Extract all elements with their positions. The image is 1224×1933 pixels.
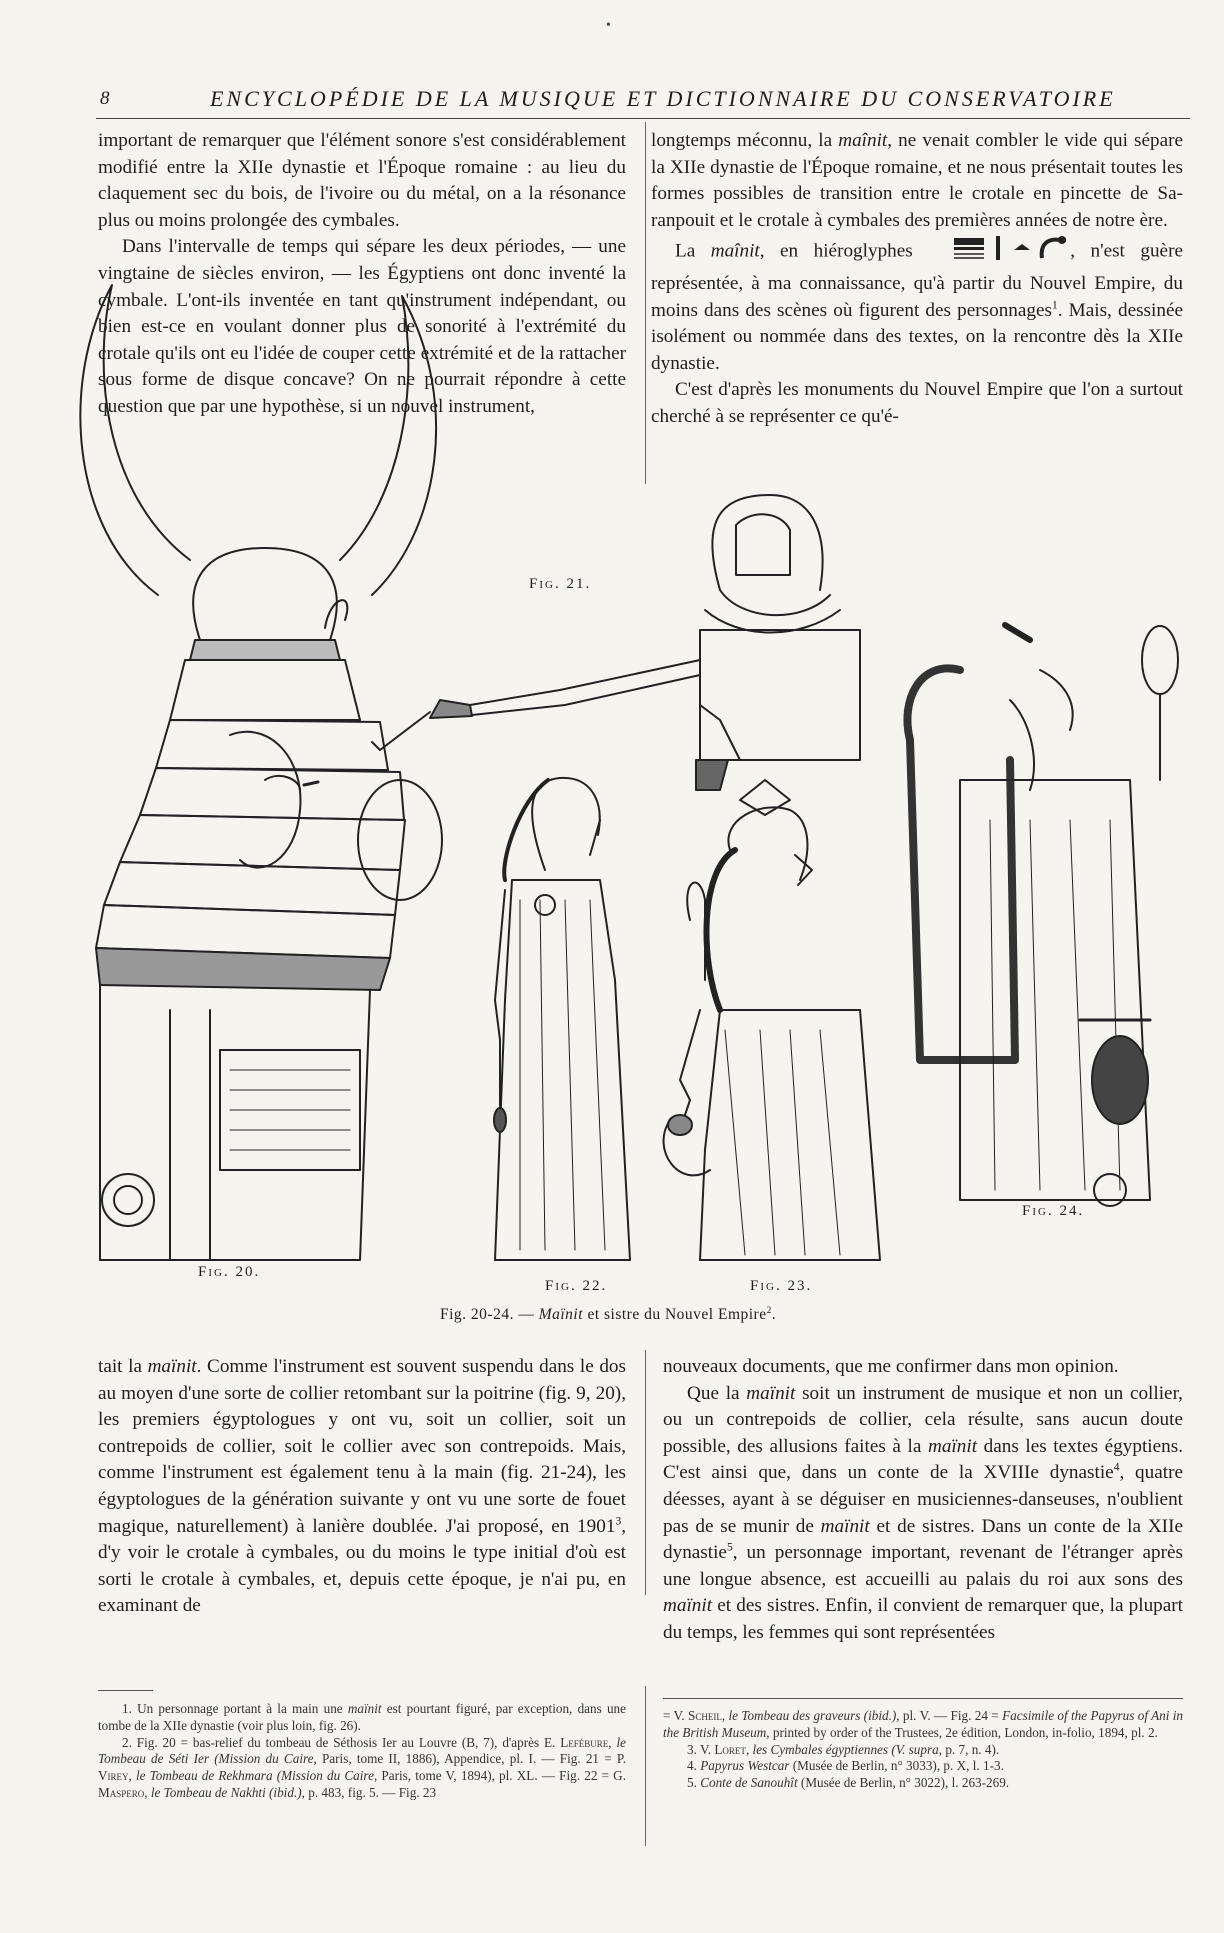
figure-caption: Fig. 20-24. — Maïnit et sistre du Nouvel Empire$^2$. [440,1305,777,1323]
figure-22-woman-drawing [494,778,630,1260]
figure-21-label: Fig. 21. [529,576,592,592]
footnote-rule [98,1690,153,1691]
footnote-rule-right [663,1698,1183,1699]
text-column-right-bottom [663,1354,1183,1647]
page-number: 8 [100,88,110,109]
figure-20-label: Fig. 20. [198,1264,261,1280]
footnote-5: 5. Conte de Sanouhît (Musée de Berlin, n° 3022), l. 263-269. [687,1775,1010,1791]
figure-23-label: Fig. 23. [750,1278,813,1294]
footnotes-left [98,1701,626,1802]
text-column-left-bottom [98,1354,626,1620]
footnote-3: 3. V. Loret, les Cymbales égyptiennes (V. supra, p. 7, n. 4). [687,1741,1000,1757]
footnote-4: 4. Papyrus Westcar (Musée de Berlin, n° 3033), p. X, l. 1-3. [687,1758,1004,1774]
figure-23-woman-drawing [664,780,880,1260]
paragraph: nouveaux documents, que me confirmer dans mon opinion. [663,1356,1119,1377]
footnote-2-continued: = V. Scheil, le Tombeau des graveurs (ibid.), pl. V. — Fig. 24 = Facsimile of the Papyrus of Ani in the British Museum, printed by order of the Trustees, 2e édition, London, in-folio, 1894, pl. 2. [663,1708,1184,1740]
footnote-1: 1. Un personnage portant à la main une maïnit est pourtant figuré, par exception, dans une tombe de la XIIe dynastie (voir plus loin, fig. 26). [98,1701,626,1733]
page-ornament-dot: • [606,18,611,33]
paragraph: Dans l'intervalle de temps qui sépare les deux périodes, — une vingtaine de siècles environ, — les Égyptiens ont donc inventé la cymbale. L'ont-ils inventée en tant qu'instrument indépendant, ou bien est-ce en voulant donner plus de sonorité à l'extrémité du crotale qu'ils ont eu l'idée de couper cette extrémité et de la rattacher sous forme de disque concave? On ne pourrait répondre à cette question que par une hypothèse, si un nouvel instrument, [98,236,626,417]
footnote-2: 2. Fig. 20 = bas-relief du tombeau de Séthosis Ier au Louvre (B, 7), d'après E. Lefébure, le Tombeau de Séti Ier (Mission du Caire, Paris, tome II, 1886), Appendice, pl. I. — Fig. 21 = P. Virey, le Tombeau de Rekhmara (Mission du Caire, Paris, tome V, 1894), pl. XL. — Fig. 22 = G. Maspero, le Tombeau de Nakhti (ibid.), p. 483, fig. 5. — Fig. 23 [98,1734,627,1800]
paragraph: important de remarquer que l'élément sonore s'est considérablement modifié entre la XIIe dynastie et l'Époque romaine : au lieu du claquement sec du bois, de l'ivoire ou du métal, on a la résonance plus ou moins prolongée des cymbales. [98,130,626,231]
figure-22-label: Fig. 22. [545,1278,608,1294]
figure-21-arm-drawing [372,495,860,790]
running-title: ENCYCLOPÉDIE DE LA MUSIQUE ET DICTIONNAIRE DU CONSERVATOIRE [210,86,1116,111]
paragraph: La maînit, en hiéroglyphes , n'est guère représentée, à ma connaissance, qu'à partir du Nouvel Empire, du moins dans des scènes où figurent des personnages$^1$. Mais, dessinée isolément ou nommée dans des textes, on la rencontre dès la XIIe dynastie. [651,234,1183,377]
paragraph: longtemps méconnu, la maînit, ne venait combler le vide qui sépare la XIIe dynastie de l'Époque romaine, et ne nous présentait toutes les formes possibles de transition entre le crotale en pincette de Sa-ranpouit et le crotale à cymbales des premières années de notre ère. [651,130,1183,231]
figure-24-label: Fig. 24. [1022,1203,1085,1219]
paragraph: Que la maïnit soit un instrument de musique et non un collier, ou un contrepoids de collier, cela résulte, sans aucun doute possible, des allusions faites à la maïnit dans les textes égyptiens. C'est ainsi que, dans un conte de la XVIIIe dynastie$^4$, quatre déesses, ayant à se déguiser en musiciennes-danseuses, n'oublient pas de se munir de maïnit et de sistres. Dans un conte de la XIIe dynastie$^5$, un personnage important, revenant de l'étranger après une longue absence, est accueilli au palais du roi aux sons des maïnit et des sistres. Enfin, il convient de remarquer que, la plupart du temps, les femmes qui sont représentées [663,1382,1183,1643]
figure-24-woman-drawing [907,625,1178,1206]
footnotes-right [663,1708,1183,1792]
paragraph: C'est d'après les monuments du Nouvel Empire que l'on a surtout cherché à se représenter ce qu'é- [651,379,1183,427]
paragraph: tait la maïnit. Comme l'instrument est souvent suspendu dans le dos au moyen d'une sorte de collier retombant sur la poitrine (fig. 9, 20), les premiers égyptologues y ont vu, soit un collier, soit un contrepoids de collier, soit le collier avec son contrepoids. Mais, comme l'instrument est également tenu à la main (fig. 21-24), les égyptologues de la génération suivante y ont vu une sorte de fouet magique, naturellement) à lanière doublée. J'ai proposé, en 1901$^3$, d'y voir le crotale à cymbales, ou du moins le type initial d'où est sorti le crotale à cymbales, et, depuis cette époque, je n'ai pu, en examinant de [98,1356,626,1617]
figure-20-goddess-drawing [80,285,442,1260]
